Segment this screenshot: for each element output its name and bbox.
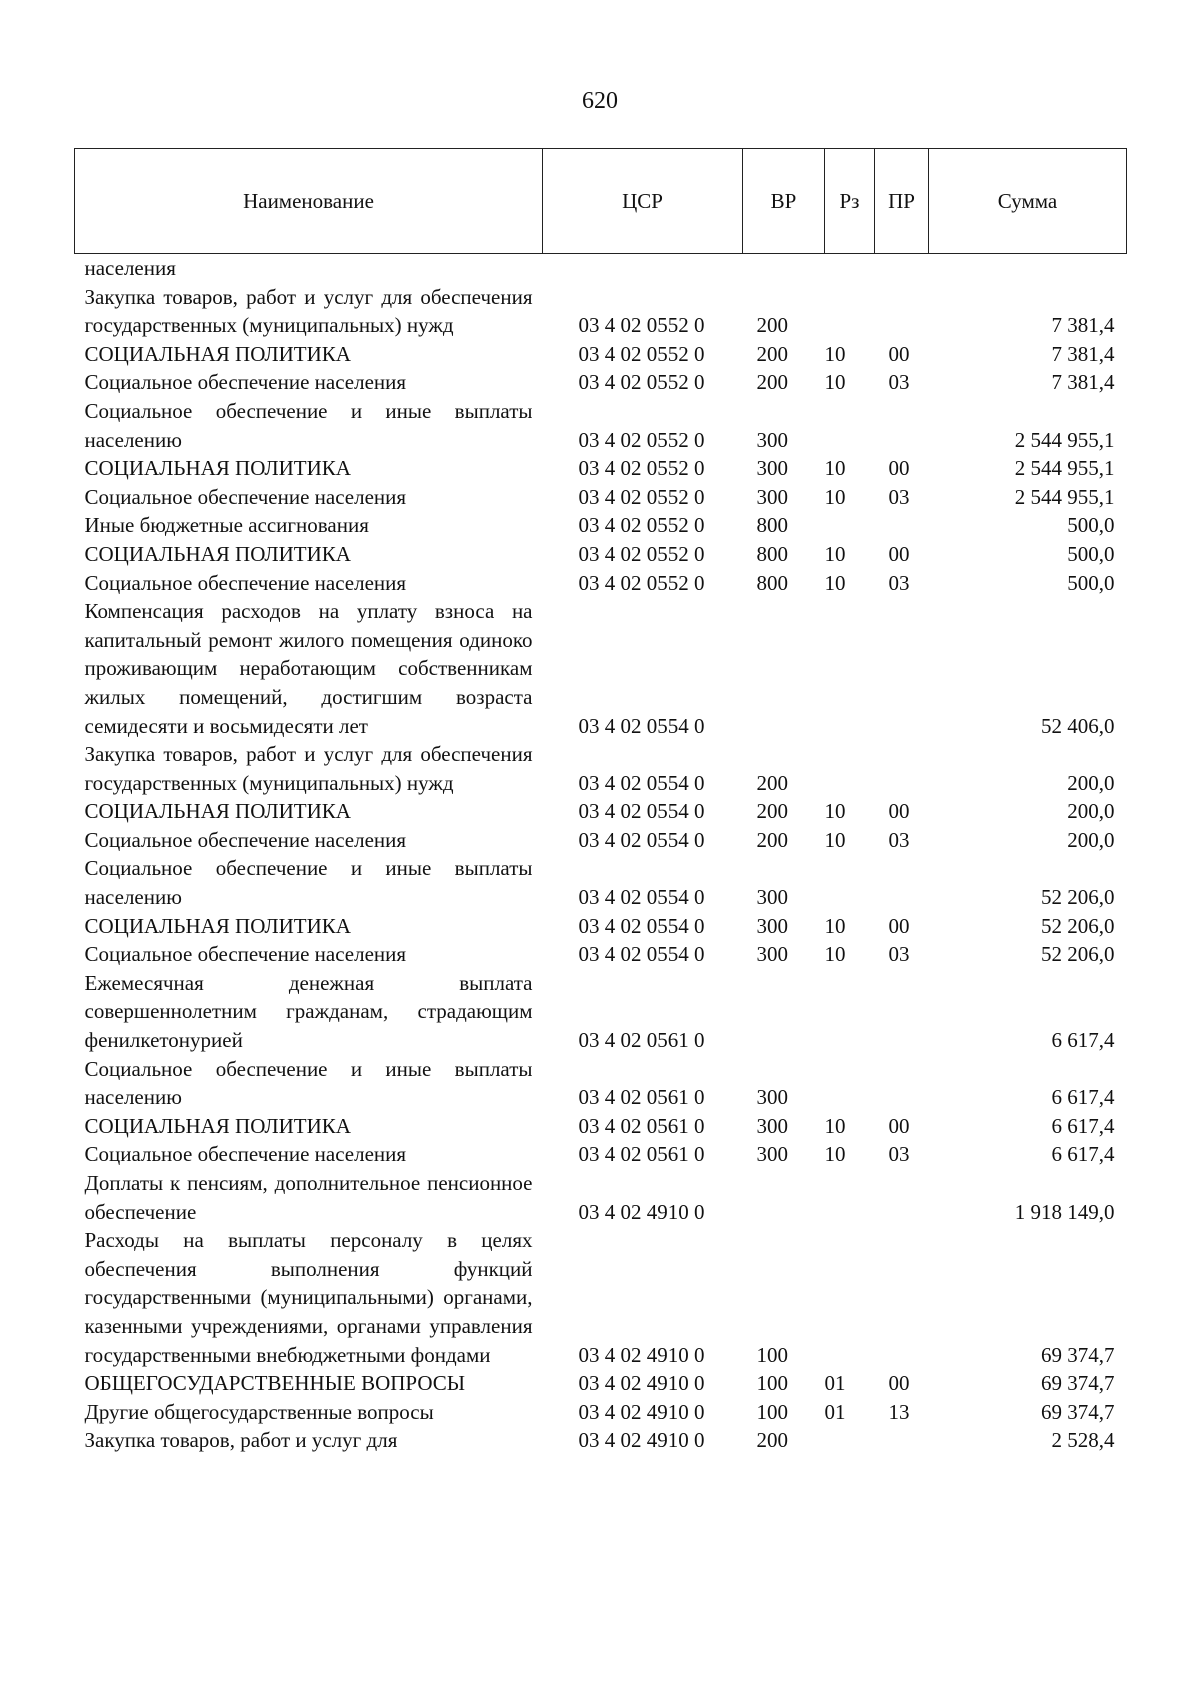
cell-vr: 200: [756, 370, 788, 395]
cell-vr: 200: [756, 770, 788, 795]
table-row: [75, 569, 1127, 598]
cell-csr: 03 4 02 4910 0: [578, 1399, 705, 1424]
cell-csr: 03 4 02 0552 0: [578, 570, 705, 595]
table-row: [75, 254, 1127, 283]
cell-vr: 200: [756, 341, 788, 366]
cell-name: Социальное обеспечение и иные выплаты населению: [84, 1056, 533, 1110]
table-row: [75, 340, 1127, 369]
cell-rz: 10: [824, 913, 846, 938]
cell-rz: 10: [824, 1142, 846, 1167]
cell-sum: 52 406,0: [1041, 713, 1115, 738]
cell-name: СОЦИАЛЬНАЯ ПОЛИТИКА: [84, 456, 351, 481]
cell-pr: 00: [888, 541, 910, 566]
cell-pr: [875, 1169, 929, 1226]
cell-vr: 300: [756, 1142, 788, 1167]
cell-csr: 03 4 02 4910 0: [578, 1199, 705, 1224]
cell-pr: 03: [888, 484, 910, 509]
table-row: [75, 1112, 1127, 1141]
cell-pr: [875, 969, 929, 1055]
cell-rz: 10: [824, 484, 846, 509]
cell-pr: 03: [888, 827, 910, 852]
table-row: [75, 540, 1127, 569]
cell-csr: 03 4 02 4910 0: [578, 1342, 705, 1367]
cell-csr: 03 4 02 0552 0: [578, 427, 705, 452]
cell-csr: 03 4 02 0552 0: [578, 370, 705, 395]
cell-vr: 200: [756, 827, 788, 852]
cell-rz: [825, 740, 875, 797]
cell-pr: [875, 1055, 929, 1112]
cell-sum: 500,0: [1067, 541, 1115, 566]
cell-rz: 10: [824, 541, 846, 566]
cell-vr: 300: [756, 913, 788, 938]
table-row: [75, 969, 1127, 1055]
cell-csr: 03 4 02 0561 0: [578, 1028, 705, 1053]
table-row: [75, 283, 1127, 340]
cell-sum: 500,0: [1067, 570, 1115, 595]
cell-name: Социальное обеспечение населения: [84, 484, 407, 509]
table-row: [75, 397, 1127, 454]
header-csr: ЦСР: [543, 149, 743, 254]
cell-pr: [875, 854, 929, 911]
cell-vr: [743, 597, 825, 740]
cell-csr: 03 4 02 4910 0: [578, 1428, 705, 1453]
cell-sum: 52 206,0: [1041, 942, 1115, 967]
table-row: [75, 940, 1127, 969]
cell-sum: 200,0: [1067, 827, 1115, 852]
cell-name: Закупка товаров, работ и услуг для: [84, 1428, 398, 1453]
cell-name: СОЦИАЛЬНАЯ ПОЛИТИКА: [84, 341, 351, 366]
cell-vr: [743, 969, 825, 1055]
cell-csr: [543, 254, 743, 283]
budget-table: [74, 148, 1127, 1455]
cell-name: Иные бюджетные ассигнования: [84, 513, 369, 538]
cell-csr: 03 4 02 0554 0: [578, 827, 705, 852]
table-row: [75, 826, 1127, 855]
table-row: [75, 597, 1127, 740]
cell-vr: 200: [756, 1428, 788, 1453]
cell-csr: 03 4 02 4910 0: [578, 1371, 705, 1396]
cell-sum: 500,0: [1067, 513, 1115, 538]
cell-vr: 100: [756, 1371, 788, 1396]
cell-sum: [929, 254, 1127, 283]
cell-name: Ежемесячная денежная выплата совершеннолетним гражданам, страдающим фенилкетонурией: [84, 970, 533, 1053]
cell-rz: 10: [824, 799, 846, 824]
table-row: [75, 1369, 1127, 1398]
cell-pr: 00: [888, 1113, 910, 1138]
cell-sum: 7 381,4: [1051, 313, 1115, 338]
cell-name: Расходы на выплаты персоналу в целях обеспечения выполнения функций государственными (муниципальными) органами, казенными учреждениями, органами управления государственными внебюджетными фондами: [84, 1228, 533, 1367]
cell-rz: [825, 969, 875, 1055]
cell-name: Социальное обеспечение и иные выплаты населению: [84, 398, 533, 452]
cell-sum: 2 544 955,1: [1014, 427, 1115, 452]
table-row: [75, 1055, 1127, 1112]
table-row: [75, 483, 1127, 512]
cell-pr: [875, 1226, 929, 1369]
cell-vr: [743, 254, 825, 283]
cell-vr: 800: [756, 513, 788, 538]
cell-vr: 300: [756, 484, 788, 509]
cell-vr: 300: [756, 1085, 788, 1110]
table-row: [75, 1169, 1127, 1226]
table-row: [75, 368, 1127, 397]
cell-rz: 01: [824, 1371, 846, 1396]
cell-name: Закупка товаров, работ и услуг для обеспечения государственных (муниципальных) нужд: [84, 742, 533, 795]
table-body: [75, 254, 1127, 1455]
cell-rz: [825, 854, 875, 911]
cell-sum: 2 544 955,1: [1014, 456, 1115, 481]
cell-vr: 200: [756, 799, 788, 824]
cell-sum: 200,0: [1067, 799, 1115, 824]
cell-sum: 69 374,7: [1041, 1399, 1115, 1424]
table-row: [75, 854, 1127, 911]
cell-name: Социальное обеспечение населения: [84, 1142, 407, 1167]
cell-csr: 03 4 02 0554 0: [578, 799, 705, 824]
cell-vr: 100: [756, 1399, 788, 1424]
cell-rz: [825, 1226, 875, 1369]
cell-rz: 10: [824, 827, 846, 852]
cell-pr: 03: [888, 370, 910, 395]
table-row: [75, 797, 1127, 826]
cell-sum: 2 528,4: [1051, 1428, 1115, 1453]
cell-csr: 03 4 02 0554 0: [578, 913, 705, 938]
cell-rz: 10: [824, 370, 846, 395]
page-number: 620: [582, 88, 618, 114]
header-vr: ВР: [743, 149, 825, 254]
cell-pr: 03: [888, 1142, 910, 1167]
cell-sum: 69 374,7: [1041, 1342, 1115, 1367]
table-row: [75, 912, 1127, 941]
cell-csr: 03 4 02 0552 0: [578, 456, 705, 481]
cell-name: Социальное обеспечение населения: [84, 942, 407, 967]
cell-csr: 03 4 02 0561 0: [578, 1113, 705, 1138]
table-row: [75, 1426, 1127, 1455]
cell-vr: 200: [756, 313, 788, 338]
cell-name: СОЦИАЛЬНАЯ ПОЛИТИКА: [84, 541, 351, 566]
cell-rz: 01: [824, 1399, 846, 1424]
cell-rz: [825, 397, 875, 454]
cell-vr: [743, 1169, 825, 1226]
cell-name: ОБЩЕГОСУДАРСТВЕННЫЕ ВОПРОСЫ: [84, 1371, 466, 1396]
cell-csr: 03 4 02 0554 0: [578, 885, 705, 910]
header-pr: ПР: [875, 149, 929, 254]
cell-vr: 300: [756, 427, 788, 452]
cell-name: населения: [84, 256, 176, 280]
cell-rz: 10: [824, 942, 846, 967]
cell-name: СОЦИАЛЬНАЯ ПОЛИТИКА: [84, 913, 351, 938]
cell-rz: 10: [824, 570, 846, 595]
cell-vr: 300: [756, 885, 788, 910]
cell-vr: 800: [756, 570, 788, 595]
cell-csr: 03 4 02 0554 0: [578, 942, 705, 967]
cell-csr: 03 4 02 0552 0: [578, 313, 705, 338]
cell-vr: 300: [756, 456, 788, 481]
cell-sum: 7 381,4: [1051, 341, 1115, 366]
cell-pr: 00: [888, 456, 910, 481]
table-row: [75, 511, 1127, 540]
cell-pr: [875, 254, 929, 283]
cell-name: Закупка товаров, работ и услуг для обеспечения государственных (муниципальных) нужд: [84, 284, 533, 338]
cell-name: Другие общегосударственные вопросы: [84, 1399, 434, 1424]
cell-name: Социальное обеспечение и иные выплаты населению: [84, 856, 533, 910]
table-row: [75, 1398, 1127, 1427]
table-row: [75, 1140, 1127, 1169]
cell-rz: [825, 1426, 875, 1455]
cell-name: Социальное обеспечение населения: [84, 827, 407, 852]
cell-pr: 03: [888, 942, 910, 967]
cell-sum: 52 206,0: [1041, 885, 1115, 910]
cell-sum: 69 374,7: [1041, 1371, 1115, 1396]
table-header: [75, 149, 1127, 254]
cell-vr: 300: [756, 1113, 788, 1138]
table-row: [75, 1226, 1127, 1369]
cell-csr: 03 4 02 0552 0: [578, 541, 705, 566]
cell-rz: [825, 283, 875, 340]
cell-pr: 13: [888, 1399, 910, 1424]
cell-sum: 6 617,4: [1051, 1085, 1115, 1110]
cell-pr: [875, 740, 929, 797]
cell-name: Социальное обеспечение населения: [84, 570, 407, 595]
cell-rz: [825, 1169, 875, 1226]
table-row: [75, 740, 1127, 797]
cell-rz: [825, 511, 875, 540]
cell-csr: 03 4 02 0554 0: [578, 770, 705, 795]
cell-rz: [825, 1055, 875, 1112]
cell-pr: [875, 283, 929, 340]
cell-pr: [875, 511, 929, 540]
cell-csr: 03 4 02 0552 0: [578, 341, 705, 366]
cell-name: Компенсация расходов на уплату взноса на капитальный ремонт жилого помещения одиноко проживающим неработающим собственникам жилых помещений, достигшим возраста семидесяти и восьмидесяти лет: [84, 599, 533, 738]
cell-csr: 03 4 02 0561 0: [578, 1142, 705, 1167]
header-rz: Рз: [825, 149, 875, 254]
cell-rz: 10: [824, 1113, 846, 1138]
cell-sum: 200,0: [1067, 770, 1115, 795]
cell-sum: 2 544 955,1: [1014, 484, 1115, 509]
cell-name: СОЦИАЛЬНАЯ ПОЛИТИКА: [84, 1113, 351, 1138]
cell-vr: 800: [756, 541, 788, 566]
cell-csr: 03 4 02 0552 0: [578, 513, 705, 538]
table-row: [75, 454, 1127, 483]
cell-name: Доплаты к пенсиям, дополнительное пенсионное обеспечение: [84, 1171, 533, 1224]
cell-pr: [875, 597, 929, 740]
cell-sum: 6 617,4: [1051, 1113, 1115, 1138]
header-sum: Сумма: [929, 149, 1127, 254]
cell-pr: 00: [888, 1371, 910, 1396]
cell-sum: 6 617,4: [1051, 1028, 1115, 1053]
cell-pr: [875, 1426, 929, 1455]
cell-csr: 03 4 02 0561 0: [578, 1085, 705, 1110]
cell-pr: 00: [888, 799, 910, 824]
cell-vr: 300: [756, 942, 788, 967]
cell-rz: 10: [824, 456, 846, 481]
cell-sum: 6 617,4: [1051, 1142, 1115, 1167]
cell-name: СОЦИАЛЬНАЯ ПОЛИТИКА: [84, 799, 351, 824]
cell-rz: [825, 254, 875, 283]
cell-name: Социальное обеспечение населения: [84, 370, 407, 395]
cell-pr: 03: [888, 570, 910, 595]
cell-sum: 52 206,0: [1041, 913, 1115, 938]
cell-csr: 03 4 02 0554 0: [578, 713, 705, 738]
cell-pr: 00: [888, 341, 910, 366]
cell-rz: 10: [824, 341, 846, 366]
cell-sum: 1 918 149,0: [1014, 1199, 1115, 1224]
cell-rz: [825, 597, 875, 740]
cell-pr: 00: [888, 913, 910, 938]
header-name: Наименование: [75, 149, 543, 254]
cell-vr: 100: [756, 1342, 788, 1367]
cell-pr: [875, 397, 929, 454]
cell-sum: 7 381,4: [1051, 370, 1115, 395]
cell-csr: 03 4 02 0552 0: [578, 484, 705, 509]
